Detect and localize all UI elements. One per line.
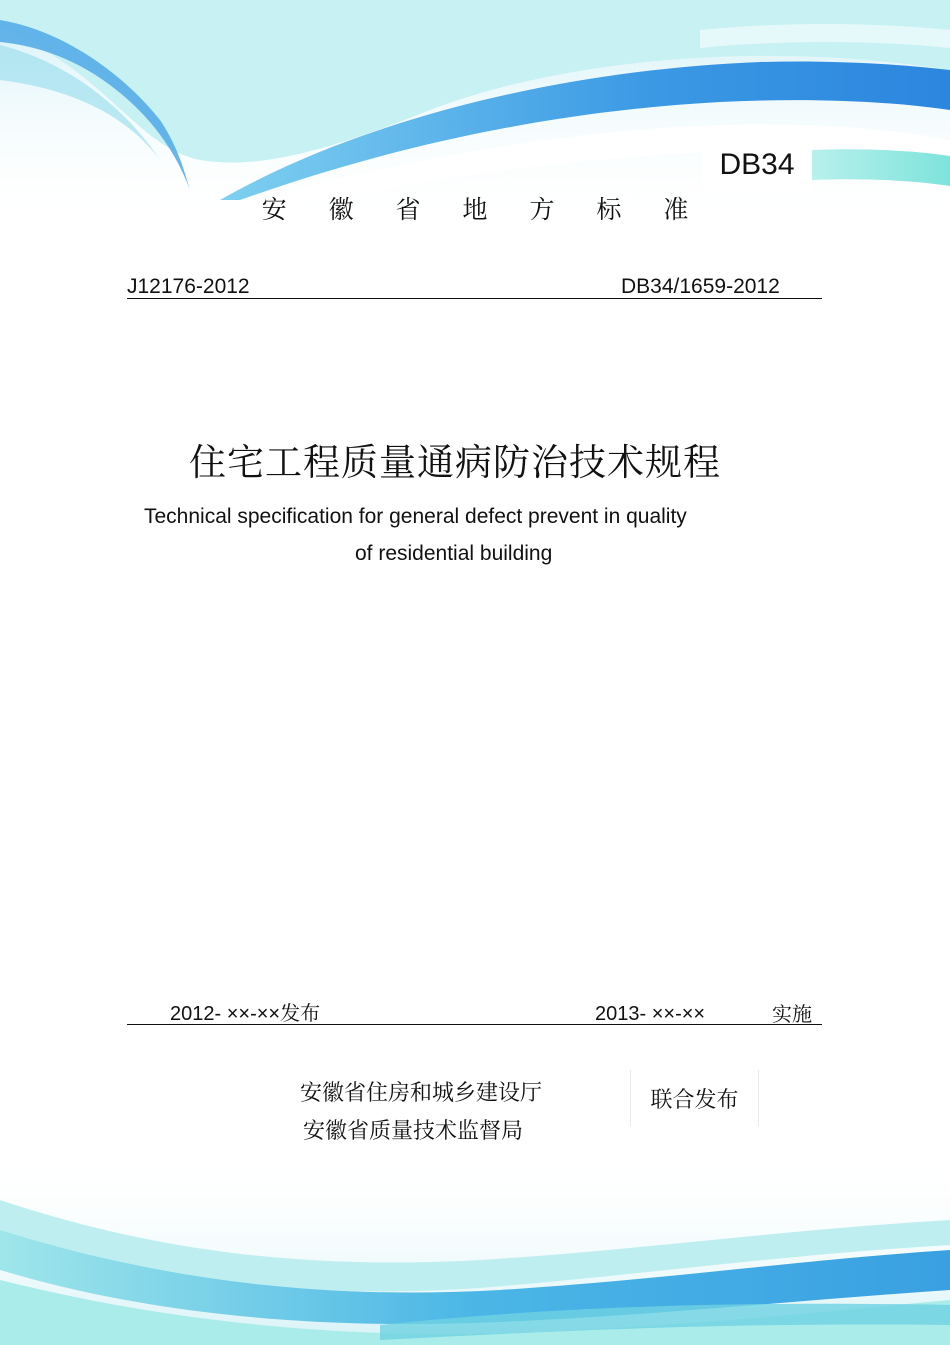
standard-header: 安 徽 省 地 方 标 准 [261, 195, 706, 224]
issue-date: 2012- ××-××发布 [170, 1003, 321, 1025]
bottom-wave-decoration [0, 1150, 950, 1345]
record-number: J12176-2012 [127, 275, 250, 298]
title-chinese: 住宅工程质量通病防治技术规程 [189, 441, 721, 484]
standard-number: DB34/1659-2012 [621, 275, 780, 298]
standard-code: DB34 [719, 148, 795, 181]
title-english-line-1: Technical specification for general defect prevent in quality [144, 505, 687, 528]
standard-number-line [127, 276, 822, 299]
joint-issue-label: 联合发布 [650, 1087, 739, 1113]
implement-date: 2013- ××-×× [595, 1003, 706, 1025]
joint-issue-box [630, 1070, 759, 1126]
implement-label: 实施 [772, 1002, 812, 1026]
issuer-housing-department: 安徽省住房和城乡建设厅 [300, 1081, 543, 1106]
title-english-line-2: of residential building [355, 542, 553, 565]
standard-code-box [702, 137, 812, 193]
date-line [127, 1003, 822, 1025]
issuer-quality-bureau: 安徽省质量技术监督局 [303, 1119, 524, 1144]
